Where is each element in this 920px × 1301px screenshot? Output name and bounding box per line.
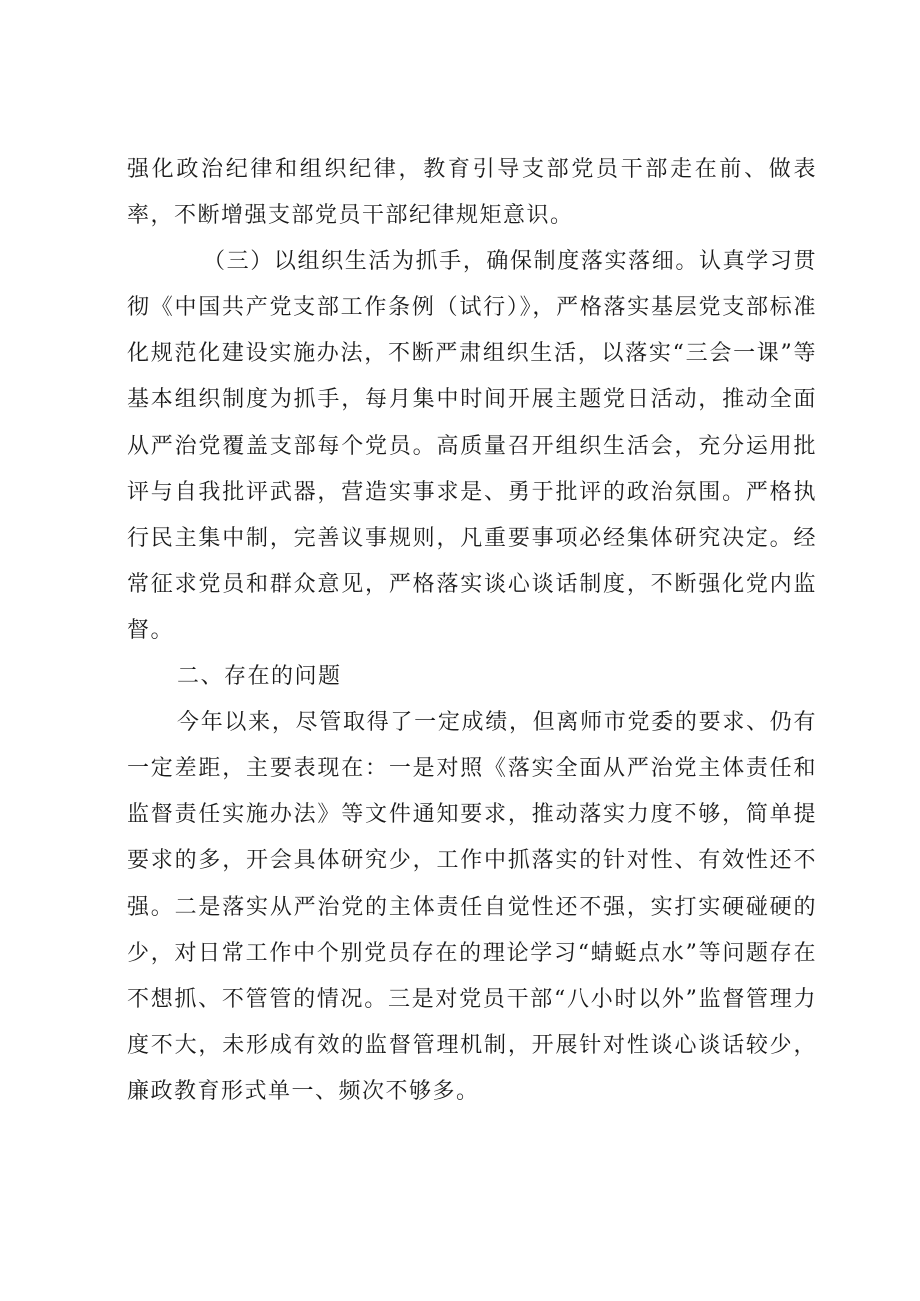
document-body [127, 147, 817, 1115]
paragraph-continuation: 强化政治纪律和组织纪律，教育引导支部党员干部走在前、做表率，不断增强支部党员干部纪律规矩意识。 [127, 157, 817, 229]
paragraph-problems: 今年以来，尽管取得了一定成绩，但离师市党委的要求、仍有一定差距，主要表现在：一是对照《落实全面从严治党主体责任和监督责任实施办法》等文件通知要求，推动落实力度不够，简单提要求的多，开会具体研究少，工作中抓落实的针对性、有效性还不强。二是落实从严治党的主体责任自觉性还不强，实打实硬碰硬的少，对日常工作中个别党员存在的理论学习“蜻蜓点水”等问题存在不想抓、不管管的情况。三是对党员干部“八小时以外”监督管理力度不大，未形成有效的监督管理机制，开展针对性谈心谈话较少，廉政教育形式单一、频次不够多。 [127, 710, 817, 1104]
section-heading-problems: 二、存在的问题 [177, 664, 342, 690]
paragraph-section-three: （三）以组织生活为抓手，确保制度落实落细。认真学习贯彻《中国共产党支部工作条例（试行）》，严格落实基层党支部标准化规范化建设实施办法，不断严肃组织生活，以落实“三会一课”等基本组织制度为抓手，每月集中时间开展主题党日活动，推动全面从严治党覆盖支部每个党员。高质量召开组织生活会，充分运用批评与自我批评武器，营造实事求是、勇于批评的政治氛围。严格执行民主集中制，完善议事规则，凡重要事项必经集体研究决定。经常征求党员和群众意见，严格落实谈心谈话制度，不断强化党内监督。 [127, 249, 817, 643]
